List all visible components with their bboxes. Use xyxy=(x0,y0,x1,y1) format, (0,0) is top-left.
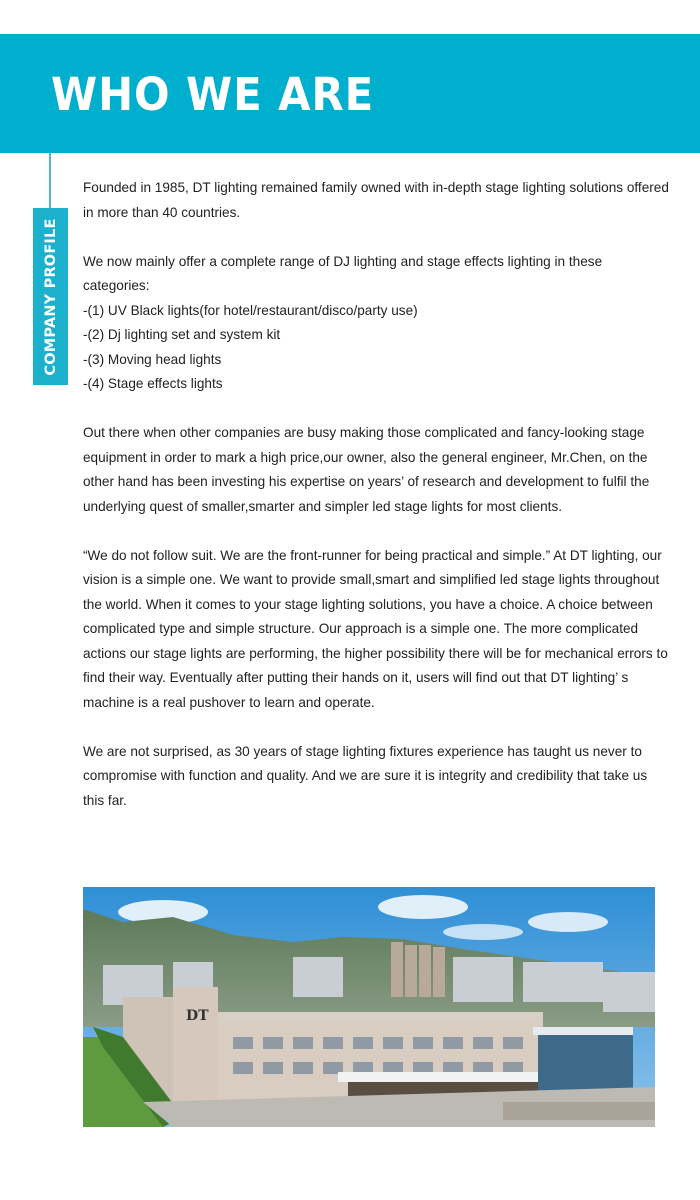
cloud xyxy=(378,895,468,919)
text-line: machine is a real pushover to learn and operate. xyxy=(83,694,375,710)
text-line: We are not surprised, as 30 years of stage lighting fixtures experience has taught us never to xyxy=(83,743,642,759)
side-tag-label: COMPANY PROFILE xyxy=(42,217,59,376)
text-line: the world. When it comes to your stage lighting solutions, you have a choice. A choice between xyxy=(83,596,653,612)
category-item: -(4) Stage effects lights xyxy=(83,376,223,391)
text-line: categories: xyxy=(83,278,150,293)
text-line: find their way. Eventually after putting their hands on it, users will find out that DT lighting’ s xyxy=(83,670,629,685)
text-line: in more than 40 countries. xyxy=(83,204,241,220)
text-line: “We do not follow suit. We are the front-runner for being practical and simple.” At DT lighting, our xyxy=(83,547,662,563)
intro-paragraph xyxy=(83,176,695,225)
factory-photo xyxy=(83,887,655,1127)
text-line: vision is a simple one. We want to provide small,smart and simplified led stage lights throughout xyxy=(83,572,660,587)
owner-paragraph xyxy=(83,421,695,519)
text-line: underlying quest of smaller,smarter and simpler led stage lights for most clients. xyxy=(83,498,563,514)
text-line: equipment in order to mark a high price,our owner, also the general engineer, Mr.Chen, on the xyxy=(83,449,648,465)
categories-block xyxy=(83,250,695,397)
text-line: this far. xyxy=(83,792,127,808)
canopy xyxy=(338,1072,548,1082)
building-sign: DT xyxy=(186,1008,209,1024)
factory-illustration xyxy=(83,887,655,1127)
header-banner xyxy=(0,34,700,153)
category-item: -(3) Moving head lights xyxy=(83,351,222,367)
factory-tower xyxy=(173,987,218,1112)
vision-paragraph xyxy=(83,544,695,716)
text-line: actions our stage lights are performing, the higher possibility there will be for mechanical errors to xyxy=(83,645,668,661)
cloud xyxy=(443,924,523,940)
cloud xyxy=(528,912,608,932)
text-line: other hand has been investing his expertise on years’ of research and development to fulfil the xyxy=(83,474,650,489)
text-line: complicated type and simple structure. Our approach is a simple one. The more complicated xyxy=(83,621,639,636)
text-line: Out there when other companies are busy making those complicated and fancy-looking stage xyxy=(83,425,645,440)
category-item: -(2) Dj lighting set and system kit xyxy=(83,327,281,342)
text-line: We now mainly offer a complete range of DJ lighting and stage effects lighting in these xyxy=(83,253,603,269)
glass-office-frame xyxy=(533,1027,633,1035)
text-line: compromise with function and quality. And we are sure it is integrity and credibility that take us xyxy=(83,768,648,783)
closing-paragraph xyxy=(83,740,695,814)
category-item: -(1) UV Black lights(for hotel/restaurant/disco/party use) xyxy=(83,302,418,318)
page-title: WHO WE ARE xyxy=(51,68,375,121)
company-profile-text xyxy=(83,176,695,838)
connector-line xyxy=(49,153,51,209)
side-tag xyxy=(33,208,68,385)
text-line: Founded in 1985, DT lighting remained family owned with in-depth stage lighting solutions offered xyxy=(83,180,669,195)
wall xyxy=(503,1102,655,1120)
